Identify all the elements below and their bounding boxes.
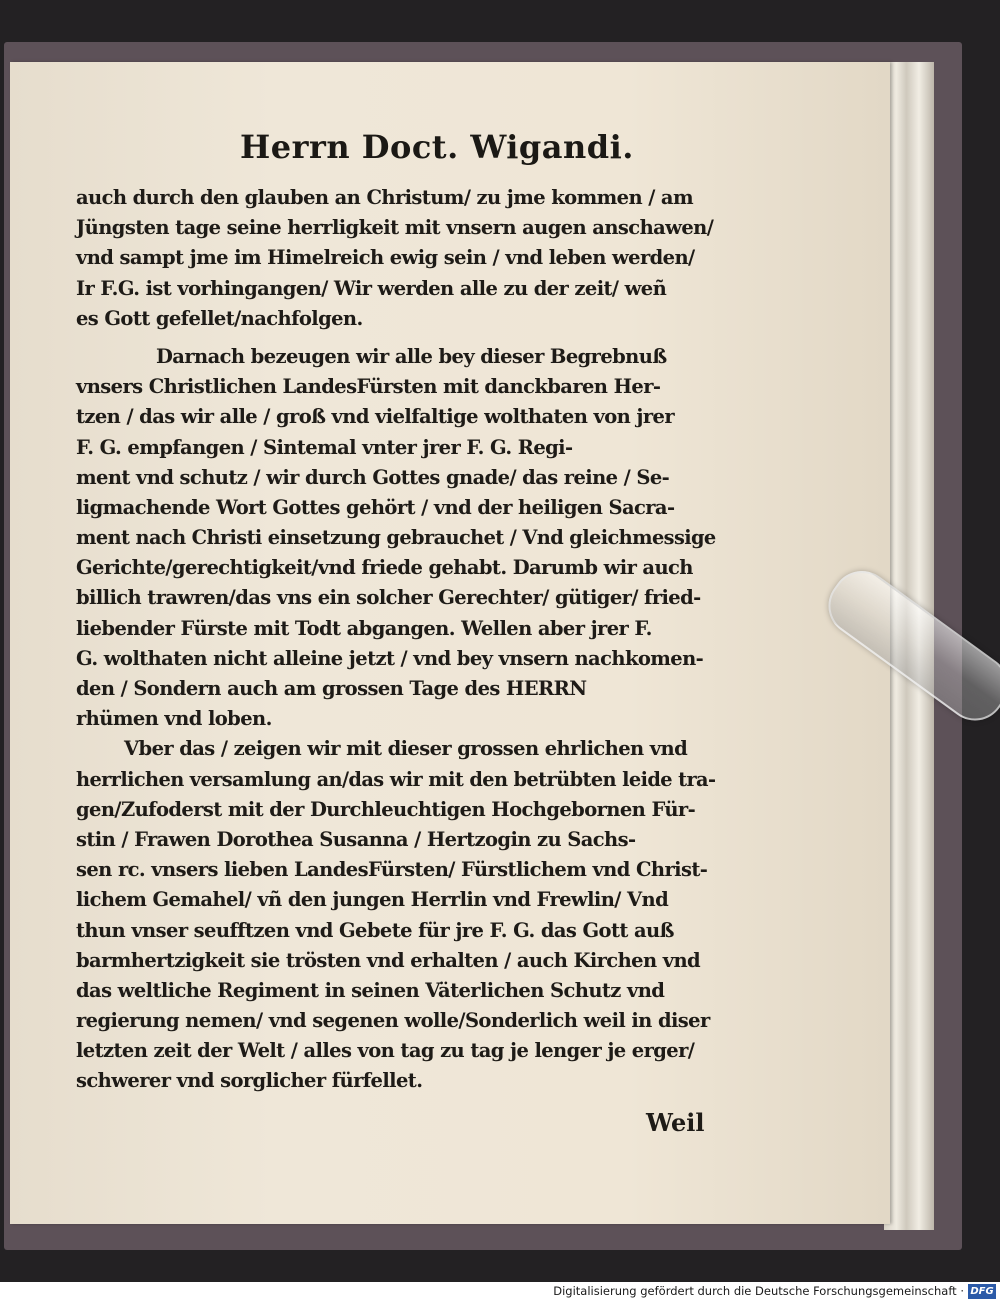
dfg-logo-icon: DFG [968, 1284, 996, 1299]
text-line: Ir F.G. ist vorhingangen/ Wir werden alle zu der zeit/ weñ [76, 276, 667, 300]
text-line: G. wolthaten nicht alleine jetzt / vnd bey vnsern nachkomen- [76, 646, 704, 670]
text-line: vnd sampt jme im Himelreich ewig sein / vnd leben werden/ [76, 246, 695, 270]
text-line: liebender Fürste mit Todt abgangen. Wellen aber jrer F. [76, 616, 652, 640]
text-line: ligmachende Wort Gottes gehört / vnd der heiligen Sacra- [76, 495, 675, 519]
text-line: F. G. empfangen / Sintemal vnter jrer F. G. Regi- [76, 435, 573, 459]
text-line: billich trawren/das vns ein solcher Gerechter/ gütiger/ fried- [76, 586, 701, 610]
text-line: ment nach Christi einsetzung gebrauchet / Vnd gleichmessige [76, 526, 716, 550]
text-line: das weltliche Regiment in seinen Väterlichen Schutz vnd [76, 978, 665, 1002]
text-line: gen/Zufoderst mit der Durchleuchtigen Hochgebornen Für- [76, 797, 696, 821]
text-line: es Gott gefellet/nachfolgen. [76, 306, 363, 330]
text-line: Gerichte/gerechtigkeit/vnd friede gehabt. Darumb wir auch [76, 556, 693, 580]
text-line: stin / Frawen Dorothea Susanna / Hertzogin zu Sachs- [76, 827, 636, 851]
catchword: Weil [646, 1108, 705, 1137]
credit-text: Digitalisierung gefördert durch die Deutsche Forschungsgemeinschaft [553, 1284, 957, 1298]
text-line: sen rc. vnsers lieben LandesFürsten/ Fürstlichem vnd Christ- [76, 858, 708, 882]
text-line: barmhertzigkeit sie trösten vnd erhalten / auch Kirchen vnd [76, 948, 701, 972]
text-line: auch durch den glauben an Christum/ zu jme kommen / am [76, 186, 693, 209]
text-line: regierung nemen/ vnd segenen wolle/Sonderlich weil in diser [76, 1009, 710, 1033]
text-line: Vber das / zeigen wir mit dieser grossen ehrlichen vnd [124, 737, 688, 761]
text-line: den / Sondern auch am grossen Tage des HERRN [76, 677, 587, 700]
funding-credit [553, 1284, 964, 1298]
text-line: herrlichen versamlung an/das wir mit den betrübten leide tra- [76, 767, 716, 791]
text-line: thun vnser seufftzen vnd Gebete für jre F. G. das Gott auß [76, 918, 674, 942]
text-line: lichem Gemahel/ vñ den jungen Herrlin vnd Frewlin/ Vnd [76, 888, 669, 912]
credit-separator: · [960, 1284, 964, 1298]
text-line: ment vnd schutz / wir durch Gottes gnade/ das reine / Se- [76, 465, 670, 489]
text-line: rhümen vnd loben. [76, 707, 272, 731]
text-line: letzten zeit der Welt / alles von tag zu tag je lenger je erger/ [76, 1039, 695, 1063]
text-line: Darnach bezeugen wir alle bey dieser Begrebnuß [156, 344, 667, 368]
text-line: tzen / das wir alle / groß vnd vielfaltige wolthaten von jrer [76, 405, 675, 429]
running-head: Herrn Doct. Wigandi. [240, 128, 634, 166]
footer-bar [0, 1282, 1000, 1303]
text-line: Jüngsten tage seine herrligkeit mit vnsern augen anschawen/ [76, 216, 714, 240]
text-line: vnsers Christlichen LandesFürsten mit danckbaren Her- [76, 375, 661, 399]
body-text [76, 183, 716, 1097]
text-line: schwerer vnd sorglicher fürfellet. [76, 1069, 423, 1093]
